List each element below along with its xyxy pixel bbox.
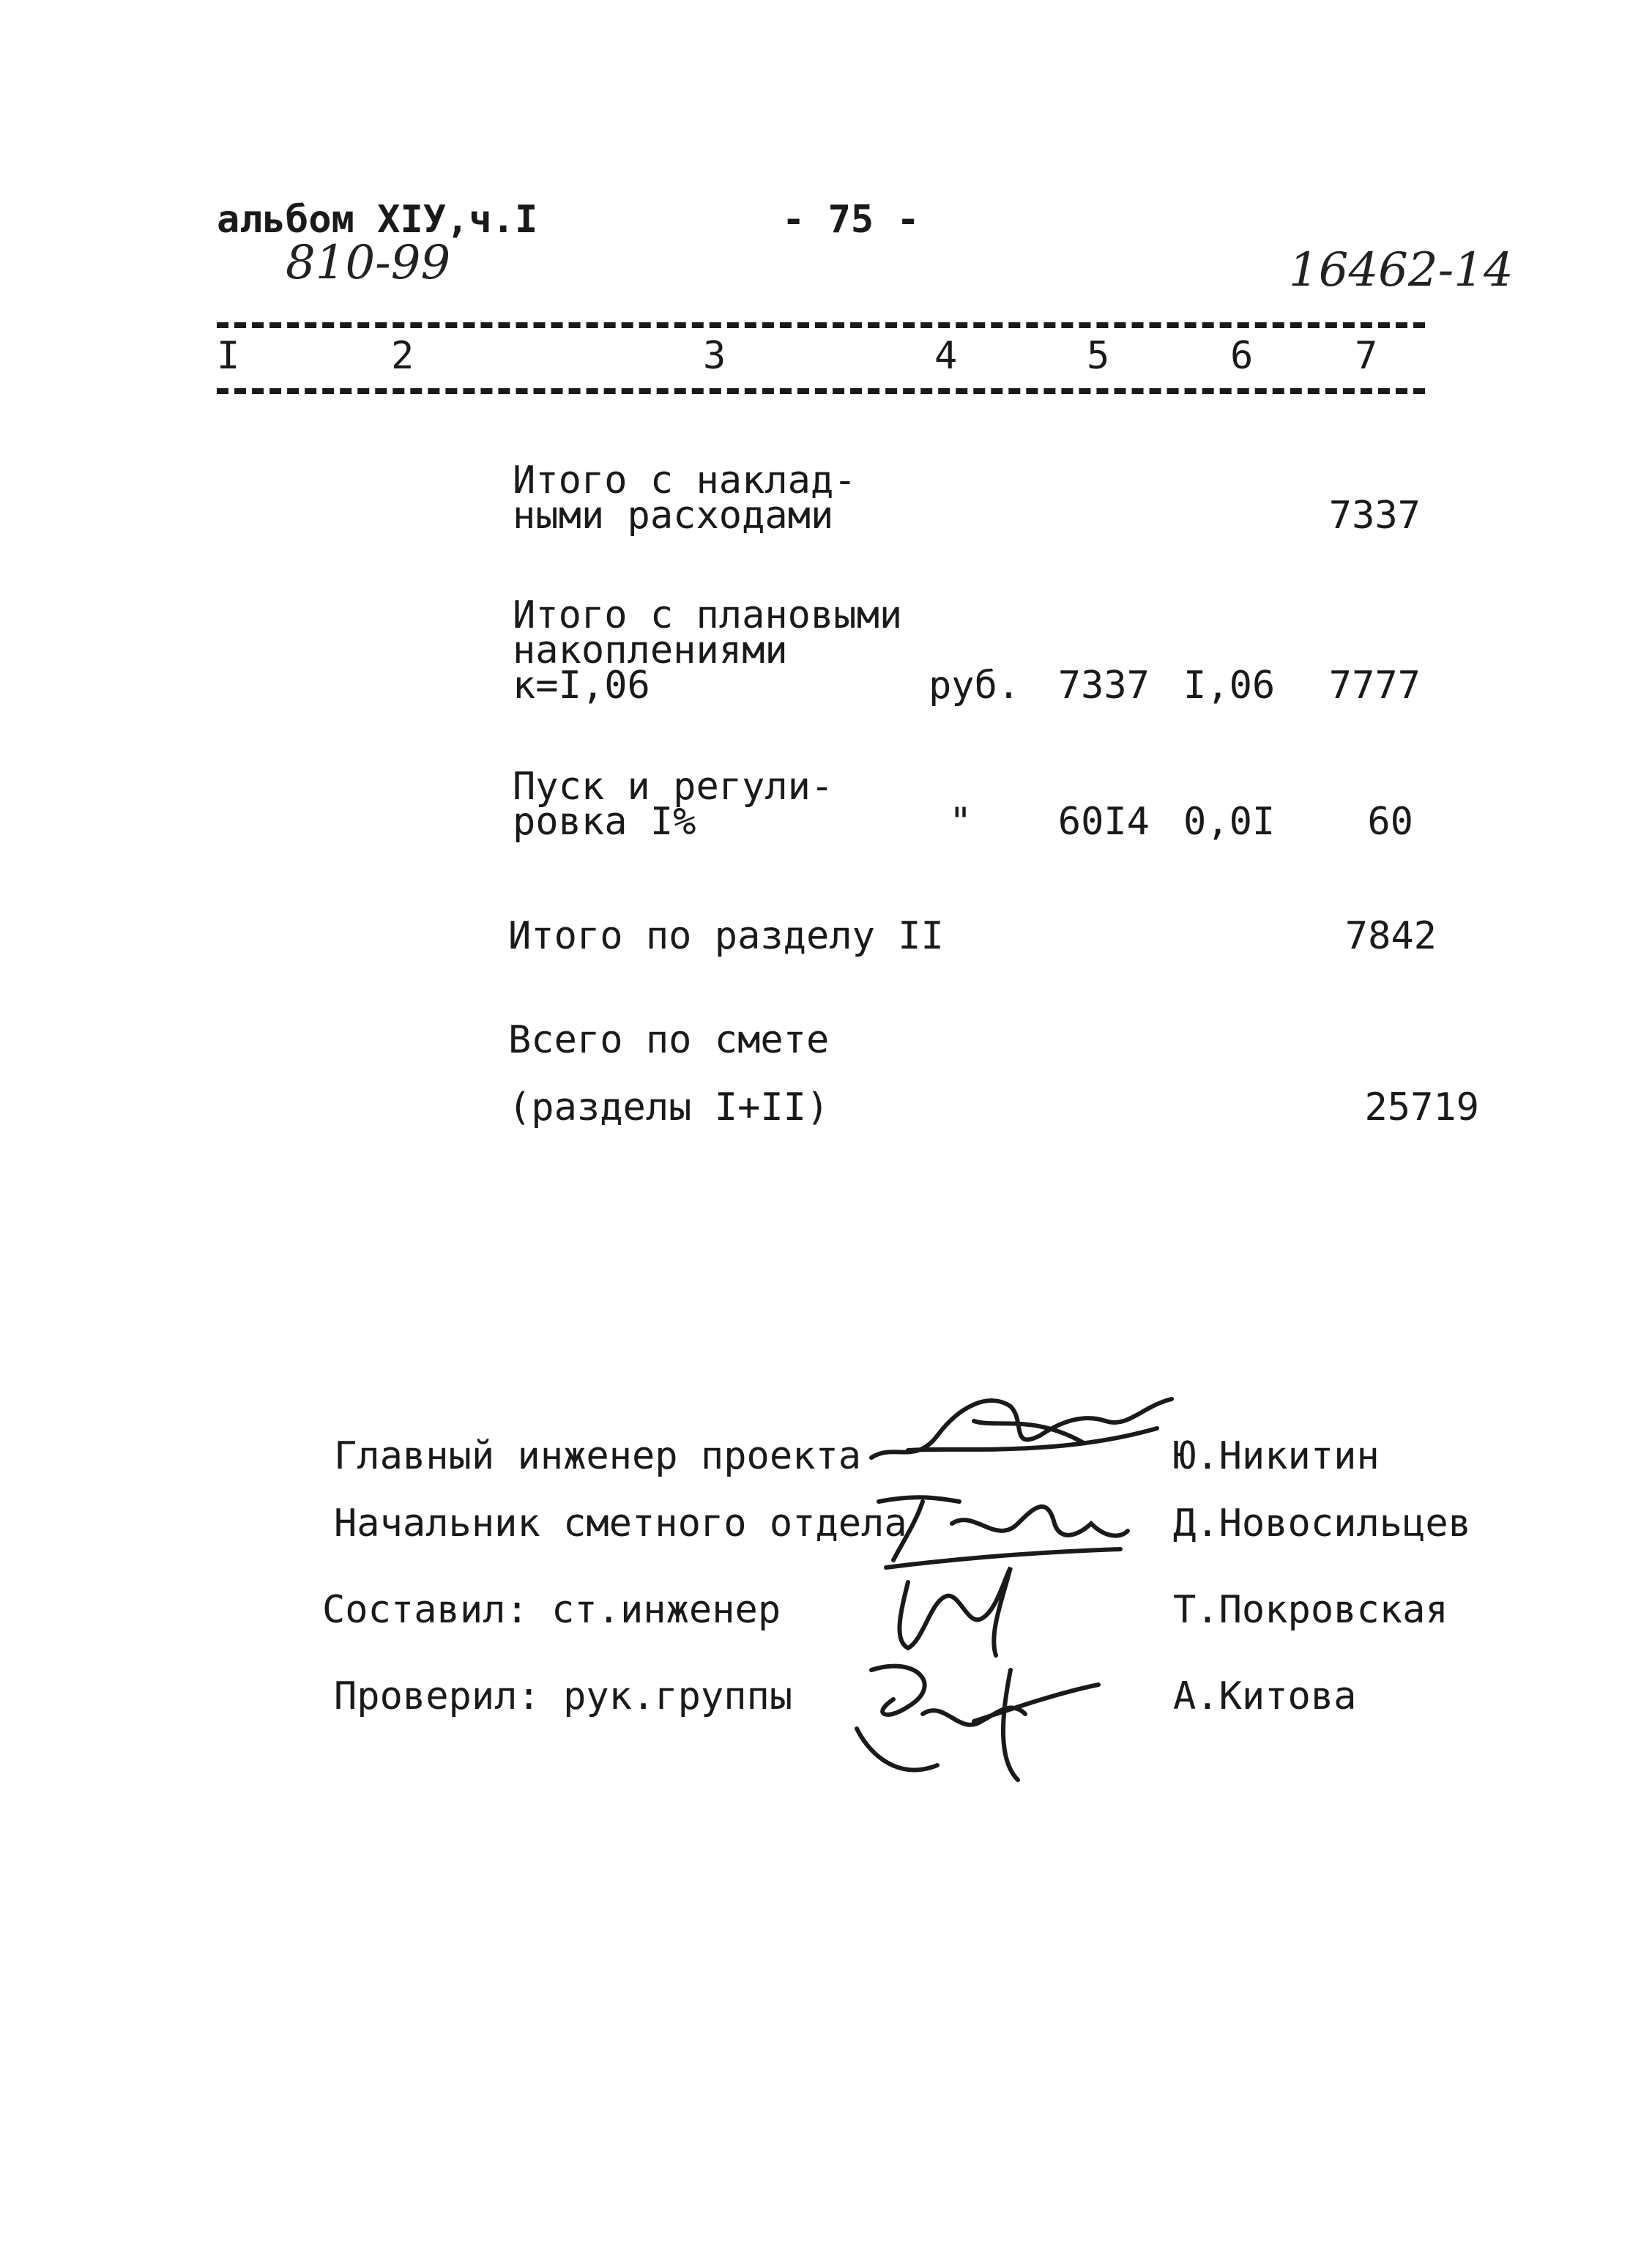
row-coef: I,06 [1183, 664, 1276, 708]
column-header-3: 3 [703, 334, 726, 378]
column-header-7: 7 [1355, 334, 1378, 378]
row-label-line: (разделы I+II) [508, 1086, 830, 1129]
header-rule-top [217, 322, 1425, 328]
row-total: 7337 [1328, 494, 1421, 538]
signature-role: Составил: ст.инженер [322, 1588, 781, 1632]
album-label: альбом XIУ,ч.I [217, 198, 538, 242]
row-label-line: Итого с наклад- [513, 459, 857, 502]
handwritten-signature-4 [827, 1641, 1106, 1787]
signature-role: Проверил: рук.группы [334, 1674, 793, 1718]
column-header-5: 5 [1087, 334, 1110, 378]
row-label-line: накоплениями [513, 628, 788, 672]
row-label-line: ными расходами [513, 494, 834, 538]
row-label-line: Всего по смете [508, 1018, 830, 1062]
signature-name: Т.Покровская [1173, 1588, 1448, 1632]
row-coef: 0,0I [1183, 800, 1276, 844]
row-base: 60I4 [1057, 800, 1150, 844]
signature-role: Начальник сметного отдела [334, 1502, 907, 1546]
row-total: 25719 [1364, 1086, 1479, 1129]
row-label-line: Итого с плановыми [513, 593, 903, 637]
row-unit: руб. [929, 664, 1021, 708]
row-unit: " [949, 800, 972, 844]
row-total: 60 [1367, 800, 1413, 844]
signature-role: Главный инженер проекта [334, 1434, 862, 1478]
row-label-line: Пуск и регули- [513, 765, 834, 809]
signature-name: Ю.Никитин [1173, 1434, 1380, 1478]
column-header-4: 4 [934, 334, 958, 378]
handwritten-signature-1 [864, 1377, 1186, 1480]
column-header-1: I [217, 334, 240, 378]
column-header-2: 2 [391, 334, 414, 378]
signature-name: А.Китова [1173, 1674, 1357, 1718]
row-label-line: Итого по разделу II [508, 914, 944, 958]
row-base: 7337 [1057, 664, 1150, 708]
page-number: - 75 - [782, 198, 920, 242]
row-label-line: ровка I% [513, 800, 696, 844]
code-right: 16462-14 [1289, 243, 1514, 297]
signature-name: Д.Новосильцев [1173, 1502, 1471, 1546]
row-label-line: к=I,06 [513, 664, 650, 708]
row-total: 7777 [1328, 664, 1421, 708]
code-left: 810-99 [286, 236, 451, 290]
row-total: 7842 [1344, 914, 1437, 958]
header-rule-bottom [217, 388, 1425, 394]
column-header-6: 6 [1230, 334, 1254, 378]
